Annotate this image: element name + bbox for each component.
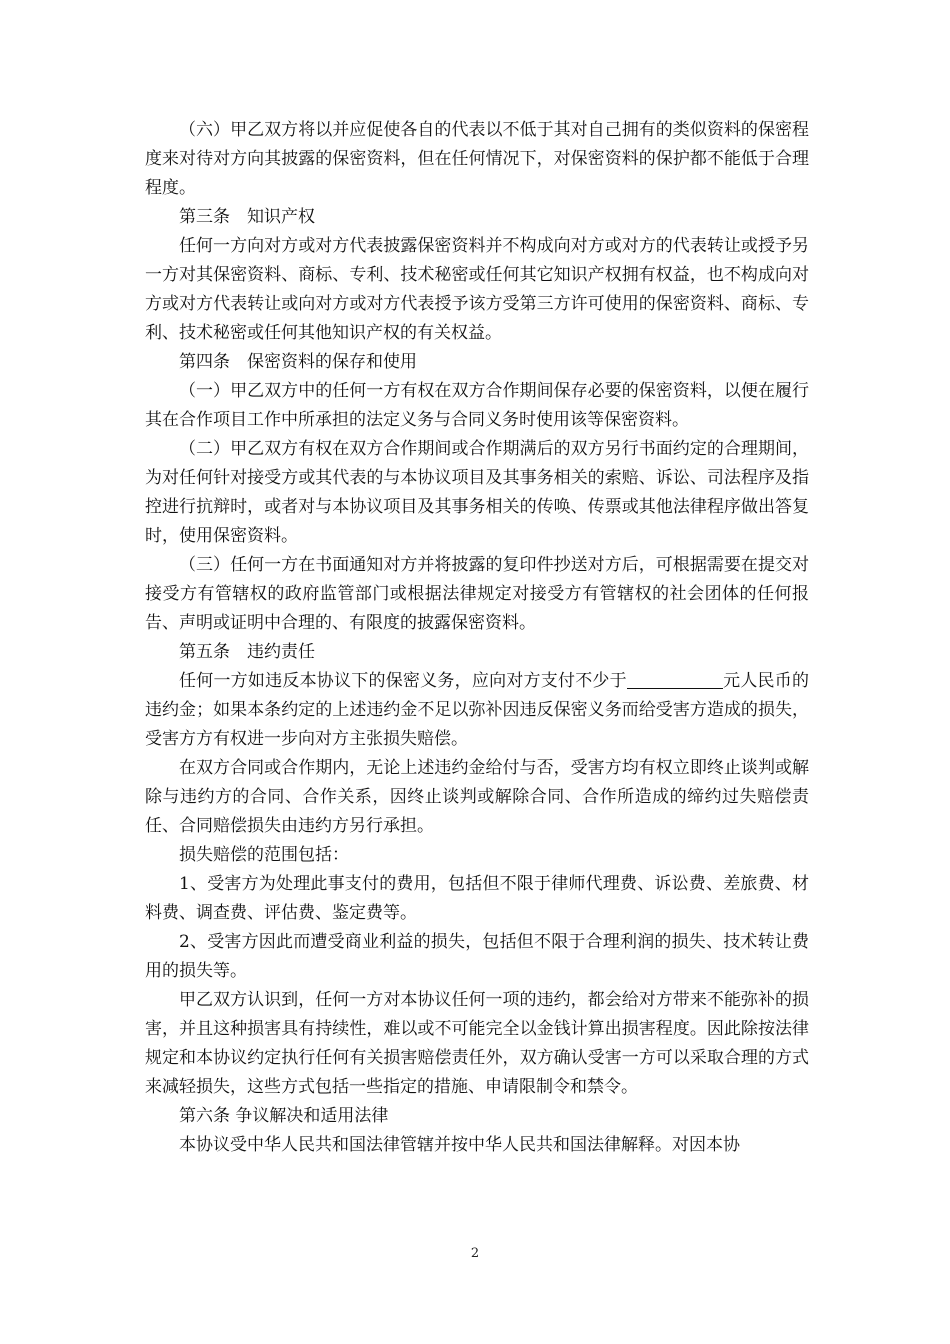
paragraph-confidentiality-six: （六）甲乙双方将以并应促使各自的代表以不低于其对自己拥有的类似资料的保密程度来对待对方向其披露的保密资料，但在任何情况下，对保密资料的保护都不能低于合理程度。 [145,120,809,198]
heading-article-three: 第三条 知识产权 [179,207,315,227]
heading-article-five: 第五条 违约责任 [179,642,315,662]
paragraph-storage-one: （一）甲乙双方中的任何一方有权在双方合作期间保存必要的保密资料，以便在履行其在合作项目工作中所承担的法定义务与合同义务时使用该等保密资料。 [145,381,809,430]
paragraph-irreparable-harm: 甲乙双方认识到，任何一方对本协议任何一项的违约，都会给对方带来不能弥补的损害，并且这种损害具有持续性，难以或不可能完全以金钱计算出损害程度。因此除按法律规定和本协议约定执行任何有关损害赔偿责任外，双方确认受害一方可以采取合理的方式来减轻损失，这些方式包括一些指定的措施、申请限制令和禁令。 [145,990,809,1097]
paragraph-termination: 在双方合同或合作期内，无论上述违约金给付与否，受害方均有权立即终止谈判或解除与违约方的合同、合作关系，因终止谈判或解除合同、合作所造成的缔约过失赔偿责任、合同赔偿损失由违约方另行承担。 [145,758,809,836]
penalty-text-after-blank: 元人民币的违约金；如果本条约定的上述违约金不足以弥补因违反保密义务而给受害方造成的损失，受害方方有权进一步向对方主张损失赔偿。 [145,671,810,749]
paragraph-damages-item-one: 1、受害方为处理此事支付的费用，包括但不限于律师代理费、诉讼费、差旅费、材料费、调查费、评估费、鉴定费等。 [145,874,809,923]
paragraph-storage-three: （三）任何一方在书面通知对方并将披露的复印件抄送对方后，可根据需要在提交对接受方有管辖权的政府监管部门或根据法律规定对接受方有管辖权的社会团体的任何报告、声明或证明中合理的、有限度的披露保密资料。 [145,555,809,633]
heading-article-four: 第四条 保密资料的保存和使用 [179,352,417,372]
paragraph-penalty [145,667,809,754]
paragraph-damages-scope: 损失赔偿的范围包括： [179,845,349,865]
document-body [145,116,809,1160]
penalty-text-before-blank: 任何一方如违反本协议下的保密义务，应向对方支付不少于 [179,671,627,691]
paragraph-governing-law: 本协议受中华人民共和国法律管辖并按中华人民共和国法律解释。对因本协 [179,1135,740,1155]
amount-blank-line [627,670,723,689]
page-number: 2 [470,1246,480,1261]
heading-article-six: 第六条 争议解决和适用法律 [179,1106,389,1126]
paragraph-storage-two: （二）甲乙双方有权在双方合作期间或合作期满后的双方另行书面约定的合理期间，为对任何针对接受方或其代表的与本协议项目及其事务相关的索赔、诉讼、司法程序及指控进行抗辩时，或者对与本协议项目及其事务相关的传唤、传票或其他法律程序做出答复时，使用保密资料。 [145,439,809,546]
paragraph-damages-item-two: 2、受害方因此而遭受商业利益的损失，包括但不限于合理利润的损失、技术转让费用的损失等。 [145,932,809,981]
paragraph-intellectual-property: 任何一方向对方或对方代表披露保密资料并不构成向对方或对方的代表转让或授予另一方对其保密资料、商标、专利、技术秘密或任何其它知识产权拥有权益，也不构成向对方或对方代表转让或向对方或对方代表授予该方受第三方许可使用的保密资料、商标、专利、技术秘密或任何其他知识产权的有关权益。 [145,236,809,343]
